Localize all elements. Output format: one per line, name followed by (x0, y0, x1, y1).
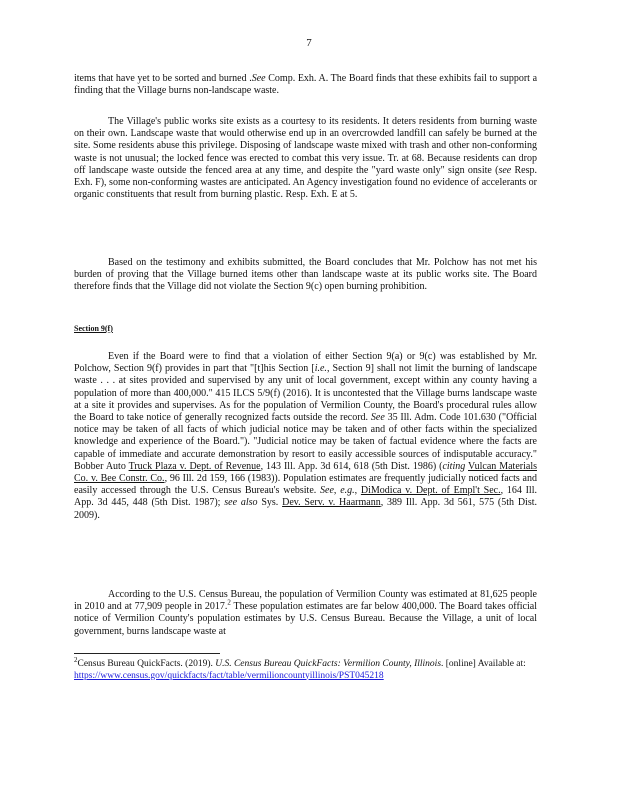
paragraph-3: Based on the testimony and exhibits submitted, the Board concludes that Mr. Polchow has not met his burden of proving that the Village burned items other than landscape waste at its public works site. The Board therefore finds that the Village did not violate the Section 9(c) open burning prohibition. (74, 257, 537, 293)
paragraph-conclusion (74, 257, 537, 294)
footnote (74, 655, 537, 682)
text-run: Census Bureau QuickFacts. (2019). (77, 659, 216, 669)
signal-see: See (320, 485, 334, 497)
section-heading: Section 9(f) (74, 324, 113, 333)
census-link[interactable]: https://www.census.gov/quickfacts/fact/table/vermilioncountyillinois/PST045218 (74, 670, 384, 681)
text-run: , 164 Ill. App. 3d 445, 448 (5th Dist. 1987); (74, 485, 537, 509)
text-run: , 143 Ill. App. 3d 614, 618 (5th Dist. 1986) ( (260, 460, 443, 472)
paragraph-public-works-site (74, 116, 537, 201)
paragraph-census (74, 589, 537, 638)
text-run: , (354, 485, 361, 497)
footnote-divider (74, 653, 220, 654)
text-run: Sys. (257, 497, 283, 509)
case-name: Dev. Serv. v. Haarmann (282, 497, 381, 509)
signal-see: See (251, 73, 266, 84)
signal-ie: i.e. (314, 363, 327, 375)
signal-citing: citing (442, 460, 466, 472)
text-run: , 96 Ill. 2d 159, 166 (1983)). Population estimates are frequently judicially noticed facts and easily accessed through the U.S. Census Bureau's website. (74, 473, 537, 497)
footnote-title: U.S. Census Bureau QuickFacts: Vermilion County, Illinois (215, 659, 442, 669)
case-name: Vulcan Materials Co. v. Bee Constr. Co. (74, 460, 537, 485)
paragraph-continued (74, 73, 537, 97)
text-run: According to the U.S. Census Bureau, the population of Vermilion County was estimated at 81,625 people in 2010 and at 77,909 people in 2017. (74, 589, 537, 613)
signal-see: see (498, 164, 512, 176)
text-run: , 389 Ill. App. 3d 561, 575 (5th Dist. 2009). (74, 497, 537, 521)
text-run: 35 Ill. Adm. Code 101.630 ("Official notice may be taken of all facts of which judicial notice may be taken and of other facts within the specialized knowledge and experience of the Board."). "Judicial notice may be taken of factual evidence where the facts are capable of immediate and accurate demonstration by resort to easily accessible sources of indisputable accuracy." Bobber Auto (74, 412, 537, 472)
signal-eg: e.g. (340, 485, 355, 497)
text-run: , Section 9] shall not limit the burning of landscape waste . . . at sites provided and supervised by any unit of local government, except within any county having a population of more than 400,000." 415 ILCS 5/9(f) (2016). It is uncontested that the Village burns landscape waste at a site it provides and supervises. As for the population of Vermilion County, the Board's procedural rules allow the Board to take notice of generally recognized facts outside the record. (74, 363, 537, 424)
case-name: DiModica v. Dept. of Empl't Sec. (360, 485, 501, 497)
page-number: 7 (306, 37, 312, 49)
text-run: Comp. Exh. A. The Board finds that these exhibits fail to support a finding that the Village burns non-landscape waste. (74, 73, 538, 97)
text-run: Resp. Exh. F), some non-conforming wastes are anticipated. An Agency investigation found no evidence of accelerants or organic constituents that result from burning plastic. Resp. Exh. E at 5. (74, 164, 538, 201)
text-run: The Village's public works site exists as a courtesy to its residents. It deters residents from burning waste on their own. Landscape waste that would otherwise end up in an overcrowded landfill can safely be burned at the site. Some residents abuse this privilege. Disposing of landscape waste mixed with trash and other non-conforming waste is not unusual; the locked fence was erected to combat this very issue. Tr. at 68. Because residents can drop off landscape waste outside the fenced area at any time, and despite the "yard waste only" sign onsite ( (74, 116, 537, 176)
footnote-text (74, 655, 537, 682)
paragraph-1 (74, 73, 537, 97)
case-name: Truck Plaza v. Dept. of Revenue (128, 460, 261, 472)
signal-see-also: see also (224, 497, 258, 509)
text-run: These population estimates are far below 400,000. The Board takes official notice of Vermilion County's population estimates by U.S. Census Bureau. Because the Village, a unit of local government, burns landscape waste at (74, 601, 537, 637)
paragraph-4 (74, 351, 537, 522)
text-run: items that have yet to be sorted and burned . (74, 73, 252, 84)
paragraph-2 (74, 116, 537, 201)
paragraph-section-9f (74, 351, 537, 522)
paragraph-5 (74, 589, 537, 638)
text-run: . [online] Available at: (441, 659, 526, 669)
footnote-number: 2 (74, 655, 78, 664)
signal-see: See (370, 412, 385, 424)
text-run: , (333, 485, 341, 497)
footnote-reference: 2 (227, 598, 231, 607)
text-run: Even if the Board were to find that a violation of either Section 9(a) or 9(c) was established by Mr. Polchow, Section 9(f) provides in part that "[t]his Section [ (74, 351, 537, 375)
